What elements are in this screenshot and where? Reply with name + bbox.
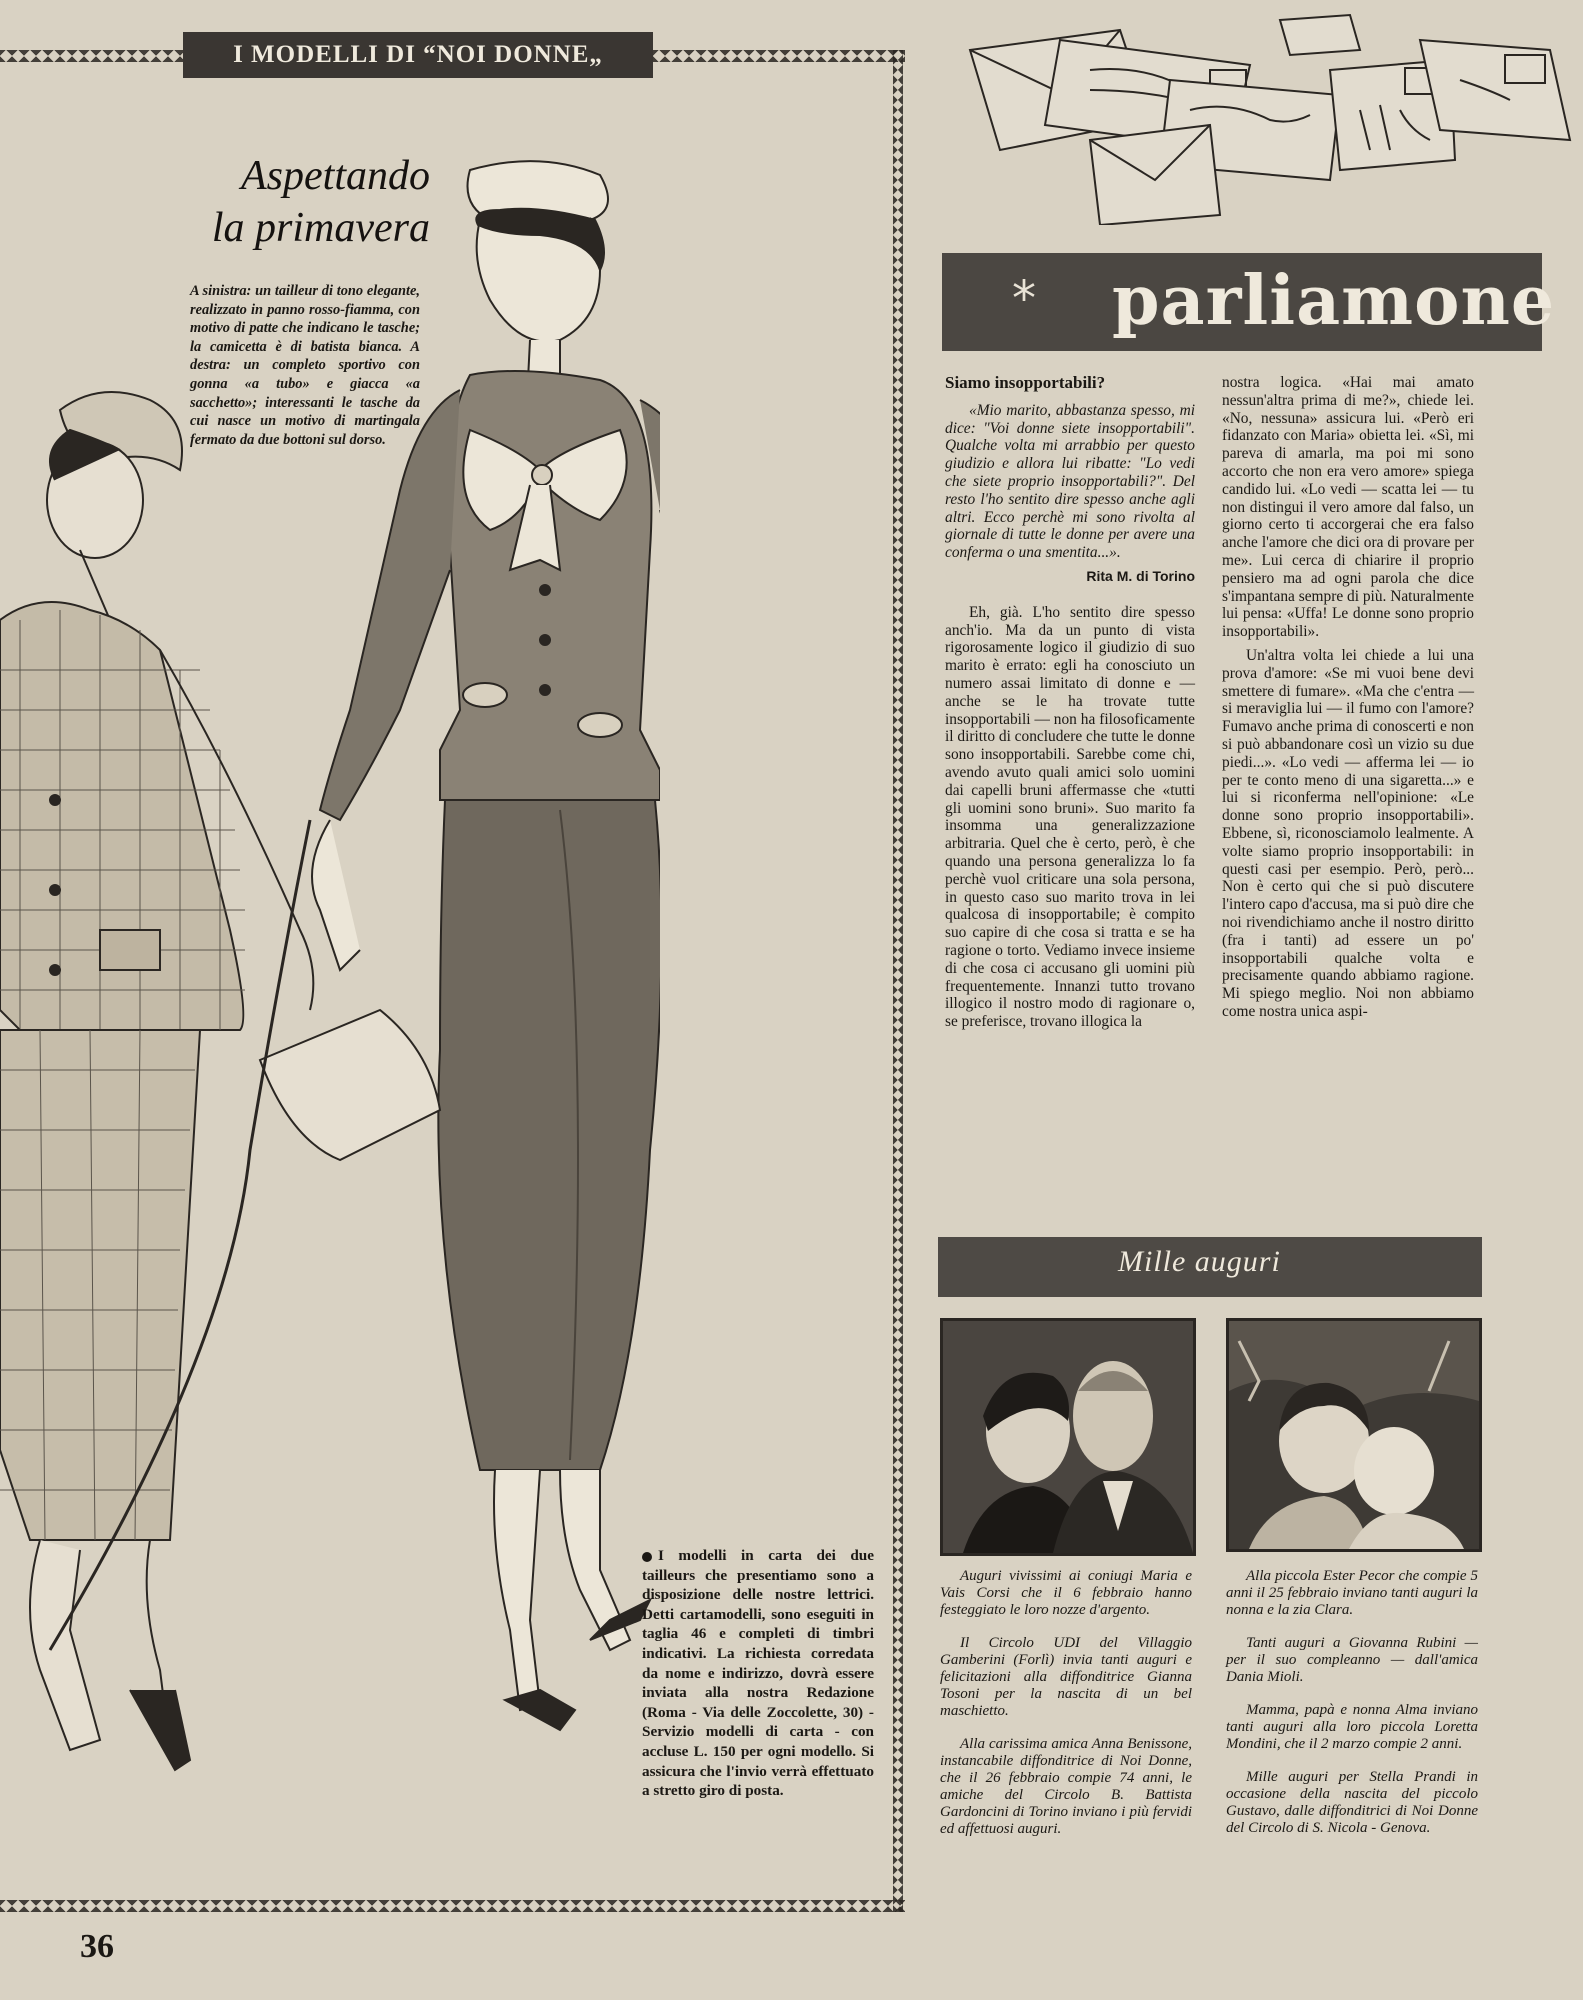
letter-title: Siamo insopportabili? — [945, 373, 1106, 392]
fashion-title-line2: la primavera — [211, 205, 430, 251]
pattern-order-text: I modelli in carta dei due tailleurs che presentiamo sono a disposizione delle nostre lettrici. Detti cartamodelli, sono eseguiti in taglia 46 e completi di timbri indicativi. La richiesta corredata da nome e indirizzo, dovrà essere inviata alla nostra Redazione (Roma - Via delle Zoccolette, 30) - Servizio modelli di carta - con accluse L. 150 per ogni modello. Si assicura che l'invio verrà effettuato a stretto giro di posta. — [642, 1547, 874, 1800]
auguri-item: Alla piccola Ester Pecor che compie 5 anni il 25 febbraio inviano tanti auguri la nonna e la zia Clara. — [1226, 1568, 1478, 1618]
column-left-text — [945, 374, 1195, 1037]
auguri-left-column — [940, 1568, 1192, 1854]
auguri-header-bar — [938, 1237, 1482, 1297]
letters-envelopes-illustration — [950, 10, 1583, 225]
section-tag: I MODELLI DI “NOI DONNE„ — [183, 32, 653, 78]
auguri-item: Mille auguri per Stella Prandi in occasione della nascita del piccolo Gustavo, dalle diffonditrici di Noi Donne del Circolo di S. Nicola - Genova. — [1226, 1769, 1478, 1836]
letter-body: «Mio marito, abbastanza spesso, mi dice: "Voi donne siete insopportabili". Qualche volta mi arrabbio per questo giudizio e allora lui ribatte: "Lo vedi che siete proprio insopportabili?". Del resto l'ho sentito dire spesso anche agli altri. Ecco perchè mi sono rivolta al giornale di tutte le donne per avere una conferma o una smentita...». — [945, 401, 1195, 562]
column-header-bar — [942, 253, 1556, 351]
auguri-item: Mamma, papà e nonna Alma inviano tanti auguri alla loro piccola Loretta Mondini, che il 2 marzo compie 2 anni. — [1226, 1702, 1478, 1752]
bullet-dot-icon — [642, 1552, 652, 1562]
reply-paragraph-2: nostra logica. «Hai mai amato nessun'altra prima di me?», chiede lei. «No, nessuna» assicura lui. «Però eri fidanzato con Maria» obietta lei. «Sì, mi pareva di amarla, ma poi mi sono accorto che non era vero amore» spiega candido lui. «Lo vedi — scatta lei — tu non distingui il vero amore dal falso, un giorno certo ti accorgerai che era falso anche l'amore che dici ora di provare per me». Lui cerca di chiarire il proprio pensiero ma ad ogni parola che dice s'impantana sempre di più. Naturalmente lui pensa: «Uffa! Le donne sono proprio insopportabili». — [1222, 374, 1474, 641]
bottom-border — [0, 1900, 905, 1912]
auguri-item: Alla carissima amica Anna Benissone, instancabile diffonditrice di Noi Donne, che il 26 febbraio compie 74 anni, le amiche del Circolo B. Battista Gardoncini di Torino inviano i più fervidi ed affettuosi auguri. — [940, 1736, 1192, 1837]
pattern-order-note — [642, 1546, 874, 1801]
top-border-right — [653, 50, 905, 62]
letter-signature: Rita M. di Torino — [1086, 567, 1195, 584]
column-heading: parliamone — [1112, 261, 1556, 341]
auguri-right-column — [1226, 1568, 1478, 1853]
auguri-item: Il Circolo UDI del Villaggio Gamberini (Forlì) invia tanti auguri e felicitazioni alla diffonditrice Gianna Tosoni per la nascita di un bel maschietto. — [940, 1635, 1192, 1719]
fashion-caption: A sinistra: un tailleur di tono elegante, realizzato in panno rosso-fiamma, con motivo di patte che indicano le tasche; la camicetta è di batista bianca. A destra: un completo sportivo con gonna «a tubo» e giacca «a sacchetto»; interessanti le tasche da cui nasce un motivo di martingala fermato da due bottoni sul dorso. — [190, 283, 420, 448]
reply-paragraph-1: Eh, già. L'ho sentito dire spesso anch'io. Ma da un punto di vista rigorosamente logico il giudizio di suo marito è errato: egli ha conosciuto un numero assai limitato di donne e — anche se le ha trovate tutte insopportabili — non ha filosoficamente il diritto di concludere che tutte le donne sono insopportabili. Sarebbe come chi, avendo avuto quali amici solo uomini dai capelli bruni affermasse che «tutti gli uomini sono bruni». Suo marito fa insomma una generalizzazione arbitraria. Quel che è certo, però, è che quando una persona generalizza lo fa perchè vuol criticare una sola persona, in questo caso suo marito trova in lei qualcosa di insopportabile; è compito suo capire di che cosa si tratta e se ha ragione o torto. Vediamo invece insieme di che cosa ci accusano gli uomini più frequentemente. Innanzi tutto trovano illogico il nostro modo di ragionare o, se preferisce, trovano illogica la — [945, 603, 1196, 1031]
fashion-title-line1: Aspettando — [241, 153, 430, 199]
right-border — [893, 50, 903, 1912]
star-icon: * — [1012, 271, 1036, 327]
auguri-item: Tanti auguri a Giovanna Rubini — per il suo compleanno — dall'amica Dania Mioli. — [1226, 1635, 1478, 1685]
auguri-item: Auguri vivissimi ai coniugi Maria e Vais Corsi che il 6 febbraio hanno festeggiato le loro nozze d'argento. — [940, 1568, 1192, 1618]
column-right-text — [1222, 374, 1474, 1027]
top-border-left — [0, 50, 183, 62]
fashion-illustration — [0, 150, 660, 1790]
page-number: 36 — [80, 1928, 114, 1965]
reply-paragraph-3: Un'altra volta lei chiede a lui una prova d'amore: «Se mi vuoi bene devi smettere di fumare». «Ma che c'entra — si meraviglia lui — il fumo con l'amore? Fumavo anche prima di conoscerti e non si può abbandonare così un vizio su due piedi...». «Lo vedi — afferma lei — io per te conto meno di una sigaretta...» e lui si riconferma nell'opinione: «Le donne sono proprio insopportabili». Ebbene, sì, riconosciamolo lealmente. A volte siamo proprio insopportabili: in questi casi per esempio. Però, però... Non è certo qui che si può discutere l'intero capo d'accusa, ma si può dire che noi rivendichiamo anche il nostro diritto (fra i tanti) ad essere un po' insopportabili qualche volta e precisamente quando abbiamo ragione. Mi spiego meglio. Noi non abbiamo come nostra unica aspi- — [1222, 646, 1474, 1020]
left-model-figure — [0, 392, 313, 1770]
children-photo — [1226, 1318, 1482, 1552]
auguri-heading: Mille auguri — [1118, 1245, 1281, 1278]
couple-photo — [940, 1318, 1196, 1556]
